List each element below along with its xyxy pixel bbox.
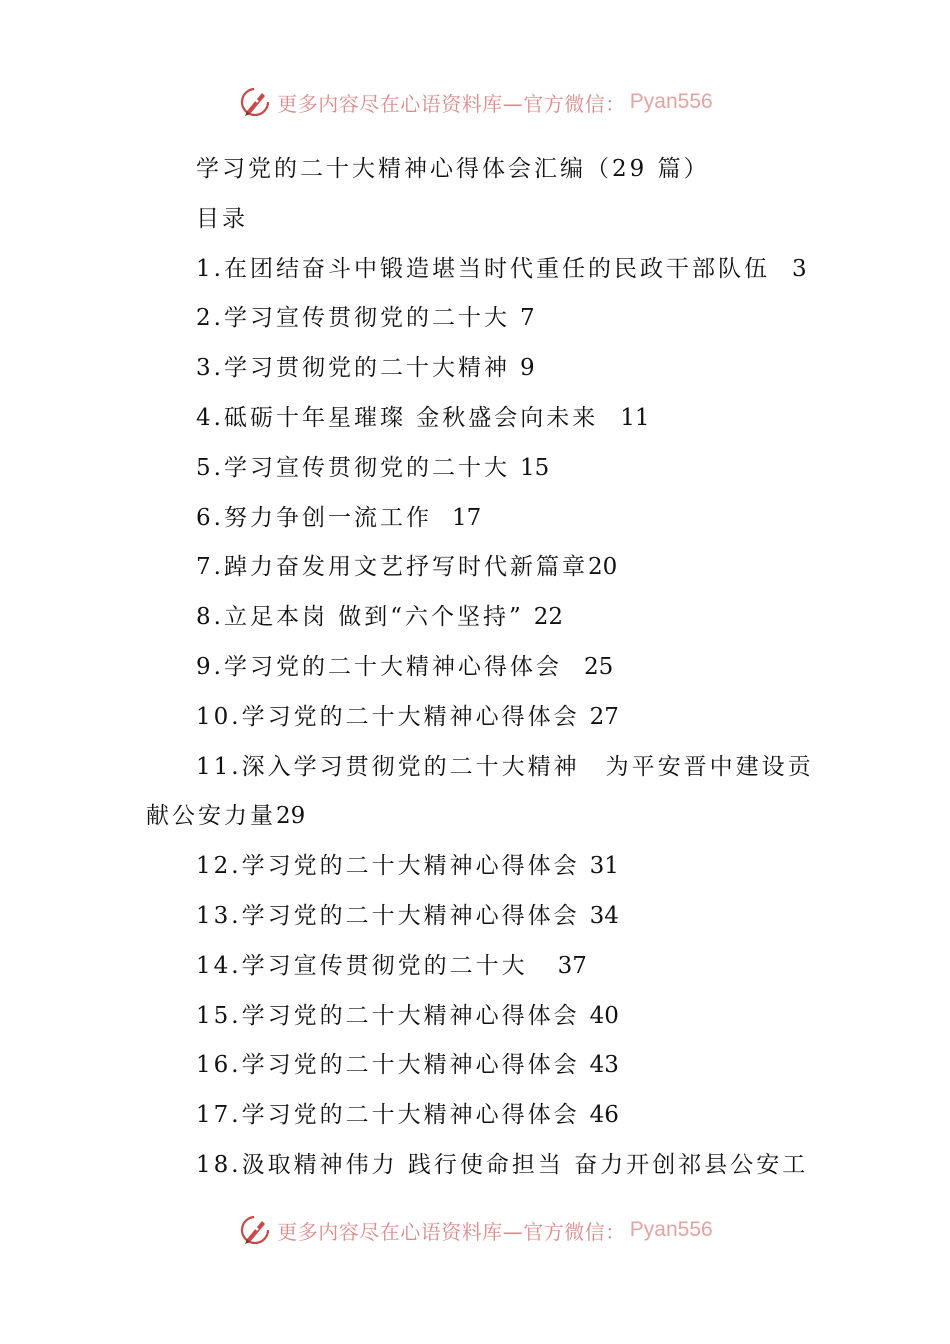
- toc-entry-page: 34: [589, 902, 619, 929]
- toc-entry-text: 9.学习党的二十大精神心得体会: [196, 653, 562, 680]
- toc-entry: [0, 942, 950, 992]
- toc-entry-text: 17.学习党的二十大精神心得体会: [196, 1102, 580, 1129]
- toc-entry-text: 6.努力争创一流工作: [196, 504, 432, 531]
- toc-entry: [0, 444, 950, 494]
- toc-entry-page: 29: [276, 803, 306, 830]
- toc-entry-text: 18.汲取精神伟力 践行使命担当 奋力开创祁县公安工: [196, 1151, 809, 1178]
- toc-entry-continuation: [0, 792, 950, 842]
- toc-entry-text: 10.学习党的二十大精神心得体会: [196, 703, 580, 730]
- document-title: 学习党的二十大精神心得体会汇编（29 篇）: [196, 156, 710, 182]
- toc-entry-text: 献公安力量: [146, 803, 276, 830]
- toc-entry-page: 15: [519, 454, 550, 481]
- toc-entry: [0, 543, 950, 593]
- toc-entry: [0, 992, 950, 1042]
- toc-entry: [0, 1091, 950, 1141]
- toc-entry: [0, 693, 950, 743]
- toc-entry: [0, 892, 950, 942]
- toc-entry-page: 27: [589, 703, 619, 730]
- toc-entry: [0, 593, 950, 643]
- toc-entry-text: 7.踔力奋发用文艺抒写时代新篇章: [196, 554, 588, 581]
- toc-entry-page: 7: [519, 305, 535, 332]
- toc-entry-text: 15.学习党的二十大精神心得体会: [196, 1002, 580, 1029]
- toc-entry-text: 5.学习宣传贯彻党的二十大: [196, 454, 510, 481]
- watermark-wechat-id: Pyan556: [629, 1218, 713, 1241]
- toc-entry: [0, 1141, 950, 1191]
- toc-entry-page: 40: [589, 1002, 619, 1029]
- toc-entry: [0, 842, 950, 892]
- toc-entry: [0, 245, 950, 295]
- toc-entry-page: 25: [583, 653, 614, 680]
- toc-entry-text: 14.学习宣传贯彻党的二十大: [196, 952, 528, 979]
- toc-entry: [0, 743, 950, 793]
- document-body: [0, 145, 950, 1191]
- toc-entry-text: 16.学习党的二十大精神心得体会: [196, 1052, 580, 1079]
- toc-heading: 目录: [196, 205, 248, 232]
- toc-entry-page: 43: [589, 1052, 619, 1079]
- toc-entry-page: 22: [533, 604, 564, 631]
- toc-entry-page: 46: [589, 1102, 619, 1129]
- pen-logo-icon: [237, 84, 273, 120]
- toc-entry-text: 8.立足本岗 做到“六个坚持”: [196, 604, 524, 631]
- watermark-text: 更多内容尽在心语资料库—官方微信：: [277, 91, 626, 116]
- toc-entry: [0, 344, 950, 394]
- toc-entry-text: 4.砥砺十年星璀璨 金秋盛会向未来: [196, 404, 599, 431]
- toc-entry: [0, 1041, 950, 1091]
- pen-logo-icon: [237, 1212, 273, 1248]
- toc-entry-text: 1.在团结奋斗中锻造堪当时代重任的民政干部队伍: [196, 255, 770, 282]
- toc-entry-text: 13.学习党的二十大精神心得体会: [196, 902, 580, 929]
- toc-entry-page: 17: [451, 504, 482, 531]
- toc-entry-text: 3.学习贯彻党的二十大精神: [196, 355, 510, 382]
- toc-entry-text: 2.学习宣传贯彻党的二十大: [196, 305, 510, 332]
- toc-entry-page: 11: [620, 404, 650, 431]
- toc-entry-page: 3: [791, 255, 807, 282]
- toc-entry-page: 9: [519, 355, 535, 382]
- toc-entry-page: 37: [557, 952, 587, 979]
- toc-entry-text: 11.深入学习贯彻党的二十大精神 为平安晋中建设贡: [196, 753, 814, 780]
- footer-watermark-banner: [0, 1210, 950, 1250]
- watermark-wechat-id: Pyan556: [629, 90, 713, 113]
- header-watermark-banner: [0, 82, 950, 122]
- toc-entry-page: 20: [587, 554, 618, 581]
- toc-entry: [0, 494, 950, 544]
- toc-entry: [0, 294, 950, 344]
- toc-entry-page: 31: [589, 853, 619, 880]
- watermark-text: 更多内容尽在心语资料库—官方微信：: [277, 1219, 626, 1244]
- toc-entry: [0, 643, 950, 693]
- toc-entry-text: 12.学习党的二十大精神心得体会: [196, 853, 580, 880]
- toc-entry: [0, 394, 950, 444]
